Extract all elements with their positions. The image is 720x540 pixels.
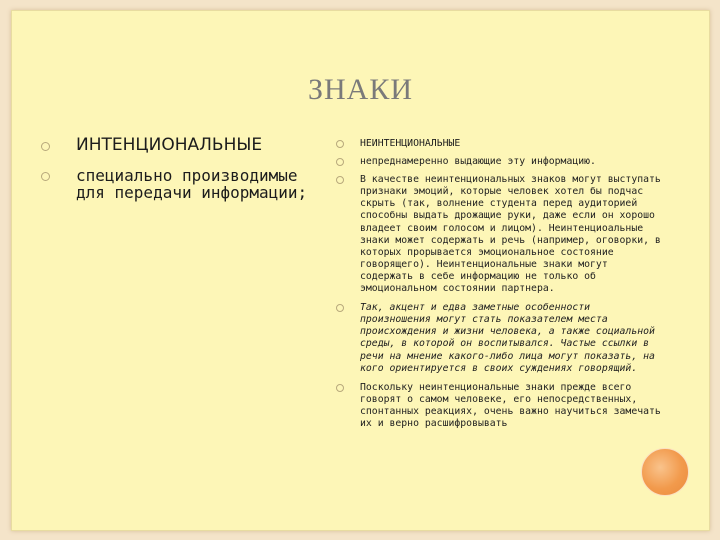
right-bullet-unintentional bbox=[334, 138, 664, 150]
bullet-icon bbox=[336, 304, 344, 312]
left-bullet-list bbox=[36, 137, 326, 214]
left-bullet-text: специально производимые для передачи информации; bbox=[76, 166, 308, 202]
slide-title: ЗНАКИ bbox=[307, 73, 414, 106]
right-bullet-text: непреднамеренно выдающие эту информацию. bbox=[360, 156, 596, 168]
right-bullet-text: НЕИНТЕНЦИОНАЛЬНЫЕ bbox=[360, 138, 461, 149]
bullet-icon bbox=[336, 384, 344, 392]
right-bullet-text: Так, акцент и едва заметные особенности произношения могут стать показателем места происхождения и жизни человека, а также социальной среды, в которой он воспитывался. Частые ссылки в речи на мнение какого-либо лица могут показать, на кого ориентируется в своих суждениях говорящий. bbox=[360, 302, 655, 374]
left-bullet-intentional bbox=[36, 137, 326, 154]
right-bullet-list bbox=[334, 138, 664, 437]
right-bullet-text: Поскольку неинтенциональные знаки прежде всего говорят о самом человеке, его непосредственных, спонтанных реакциях, очень важно научиться замечать их и верно расшифровывать bbox=[360, 381, 661, 429]
bullet-icon bbox=[336, 176, 344, 184]
bullet-icon bbox=[336, 140, 344, 148]
right-bullet-text: В качестве неинтенциональных знаков могут выступать признаки эмоций, которые человек хотел бы подчас скрыть (так, волнение студента перед аудиторией способны выдать дрожащие руки, даже если он хорошо владеет своим голосом и лицом). Неинтенциоальные знаки может содержать и речь (например, оговорки, в которых прорывается эмоциональное состояние говорящего). Неинтенциональные знаки могут содержать в себе информацию не только об эмоциональном состоянии партнера. bbox=[360, 174, 661, 295]
bullet-icon bbox=[336, 158, 344, 166]
slide-frame bbox=[11, 10, 710, 531]
right-bullet-conclusion bbox=[334, 382, 664, 430]
left-bullet-text: ИНТЕНЦИОНАЛЬНЫЕ bbox=[76, 135, 263, 155]
right-bullet-accent bbox=[334, 302, 664, 375]
left-bullet-definition bbox=[36, 167, 326, 201]
bullet-icon bbox=[41, 172, 50, 181]
right-bullet-definition bbox=[334, 156, 664, 168]
bullet-icon bbox=[41, 142, 50, 151]
right-bullet-emotions bbox=[334, 174, 664, 295]
decorative-orange-circle bbox=[641, 448, 689, 496]
